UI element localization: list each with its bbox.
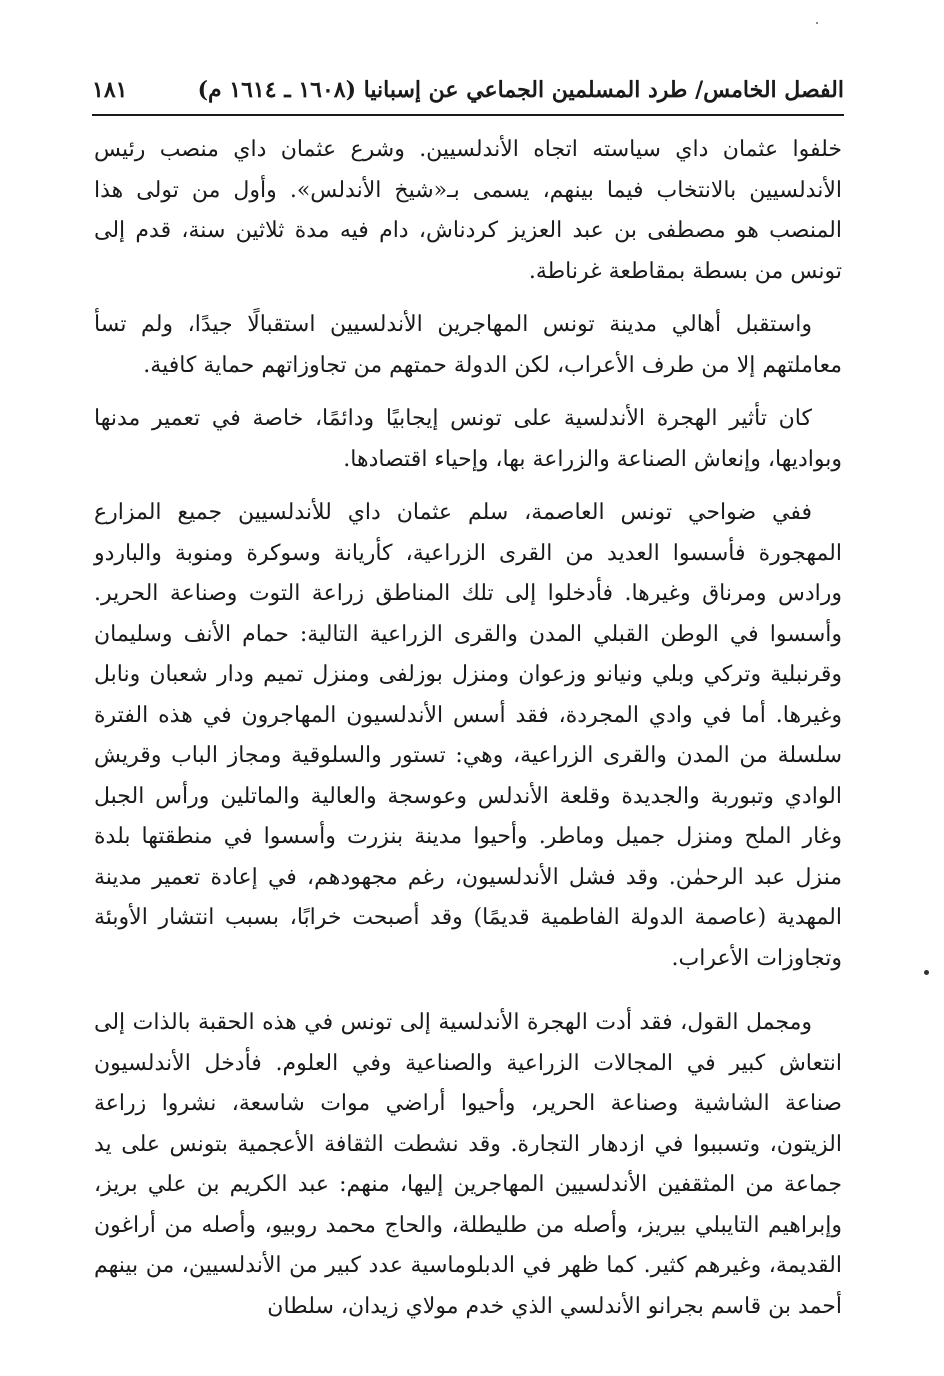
paragraph-1: خلفوا عثمان داي سياسته اتجاه الأندلسيين. وشرع عثمان داي منصب رئيس الأندلسيين بالانتخاب فيما بينهم، يسمى بـ«شيخ الأندلس». وأول من تولى هذا المنصب هو مصطفى بن عبد العزيز كردناش، دام فيه مدة ثلاثين سنة، قدم إلى تونس من بسطة بمقاطعة غرناطة. bbox=[94, 137, 842, 284]
scan-speck bbox=[816, 22, 818, 24]
running-header bbox=[92, 70, 844, 110]
paragraph-5: ومجمل القول، فقد أدت الهجرة الأندلسية إلى تونس في هذه الحقبة بالذات إلى انتعاش كبير في المجالات الزراعية والصناعية وفي العلوم. فأدخل الأندلسيون صناعة الشاشية وصناعة الحرير، وأحيوا أراضي موات شاسعة، نشروا زراعة الزيتون، وتسببوا في ازدهار التجارة. وقد نشطت الثقافة الأعجمية بتونس على يد جماعة من المثقفين الأندلسيين المهاجرين إليها، منهم: عبد الكريم بن علي بريز، وإبراهيم التايبلي بيريز، وأصله من طليطلة، والحاج محمد روبيو، وأصله من أراغون القديمة، وغيرهم كثير. كما ظهر في الدبلوماسية عدد كبير من الأندلسيين، من بينهم أحمد بن قاسم بجرانو الأندلسي الذي خدم مولاي زيدان، سلطان bbox=[94, 1010, 842, 1319]
margin-dot bbox=[924, 970, 929, 975]
paragraph-4: ففي ضواحي تونس العاصمة، سلم عثمان داي للأندلسيين جميع المزارع المهجورة فأسسوا العديد من القرى الزراعية، كأريانة وسوكرة ومنوبة والباردو ورادس ومرناق وغيرها. فأدخلوا إلى تلك المناطق زراعة التوت وصناعة الحرير. وأسسوا في الوطن القبلي المدن والقرى الزراعية التالية: حمام الأنف وسليمان وقرنبلية وتركي وبلي ونيانو وزعوان ومنزل بوزلفى ومنزل تميم ودار شعبان ونابل وغيرها. أما في وادي المجردة، فقد أسس الأندلسيون المهاجرون في هذه الفترة سلسلة من المدن والقرى الزراعية، وهي: تستور والسلوقية ومجاز الباب وقريش الوادي وتبوربة والجديدة وقلعة الأندلس وعوسجة والعالية والماتلين ورأس الجبل وغار الملح ومنزل جميل وماطر. وأحيوا مدينة بنزرت وأسسوا في منطقتها بلدة منزل عبد الرحمٰن. وقد فشل الأندلسيون، رغم مجهودهم، في إعادة تعمير مدينة المهدية (عاصمة الدولة الفاطمية قديمًا) وقد أصبحت خرابًا، بسبب انتشار الأوبئة وتجاوزات الأعراب. bbox=[94, 500, 842, 971]
body-text bbox=[94, 130, 842, 1340]
chapter-title: الفصل الخامس/ طرد المسلمين الجماعي عن إسبانيا (١٦٠٨ ـ ١٦١٤ م) bbox=[197, 77, 844, 103]
header-rule bbox=[92, 114, 844, 116]
page-number: ١٨١ bbox=[92, 77, 128, 103]
paragraph-2: واستقبل أهالي مدينة تونس المهاجرين الأندلسيين استقبالًا جيدًا، ولم تسأ معاملتهم إلا من طرف الأعراب، لكن الدولة حمتهم من تجاوزاتهم حماية كافية. bbox=[94, 312, 842, 378]
paragraph-3: كان تأثير الهجرة الأندلسية على تونس إيجابيًا ودائمًا، خاصة في تعمير مدنها وبواديها، وإنعاش الصناعة والزراعة بها، وإحياء اقتصادها. bbox=[94, 406, 842, 472]
